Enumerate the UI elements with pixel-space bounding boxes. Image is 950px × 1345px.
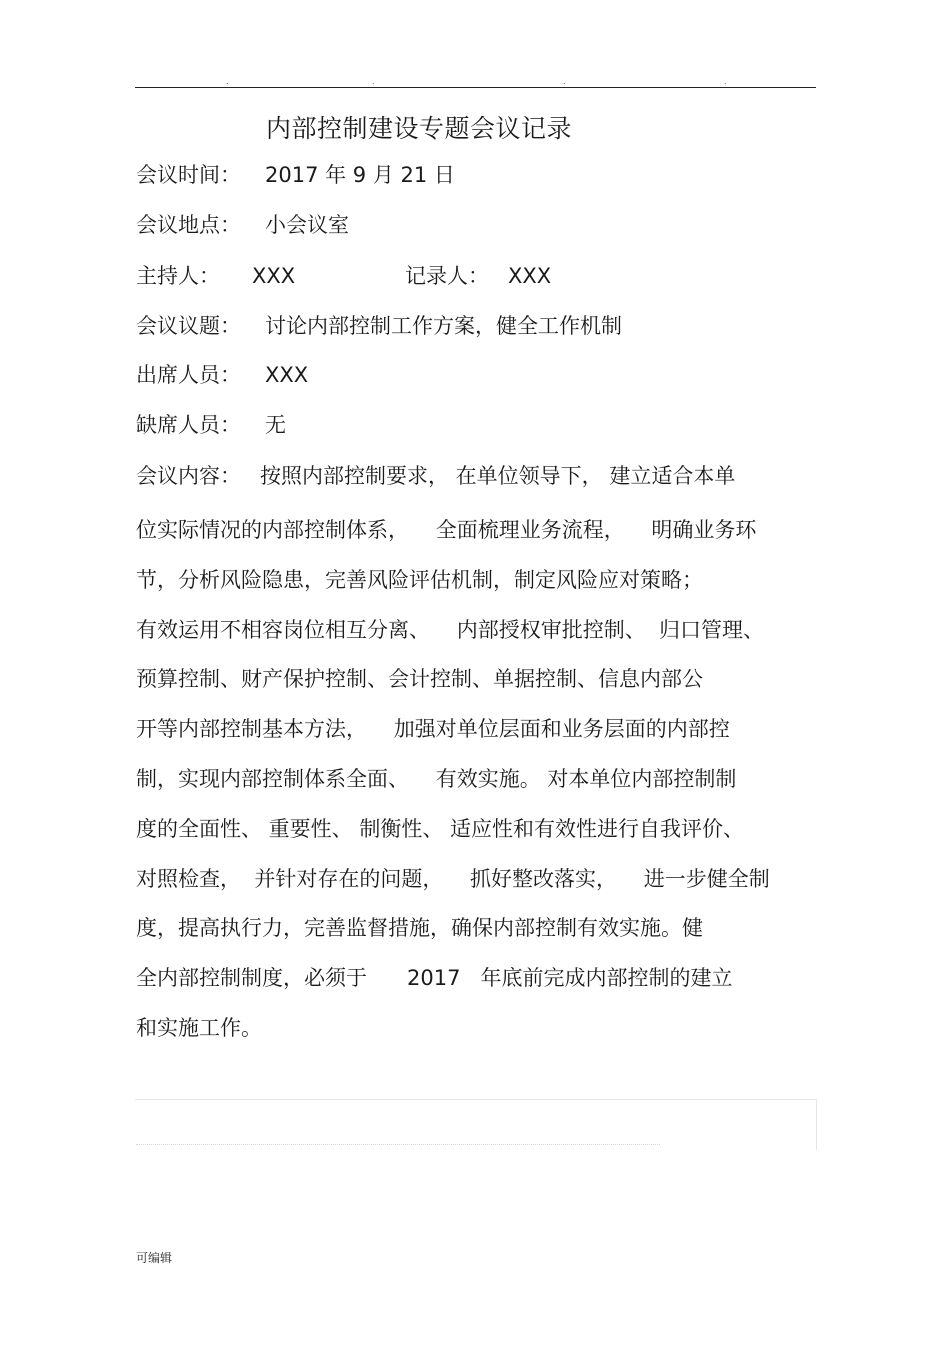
meeting-place-value: 小会议室 <box>265 213 349 237</box>
meeting-place-row <box>136 211 241 239</box>
host-value: XXX <box>252 264 296 288</box>
meeting-time-label: 会议时间： <box>136 163 241 187</box>
absent-value: 无 <box>265 413 286 437</box>
content-label-row <box>136 462 241 490</box>
document-title: 内部控制建设专题会议记录 <box>266 114 573 143</box>
absent-label: 缺席人员： <box>136 413 241 437</box>
header-dot: . <box>724 77 727 86</box>
content-line: 度，提高执行力，完善监督措施，确保内部控制有效实施。健 <box>136 916 703 940</box>
recorder-value: XXX <box>508 264 552 288</box>
footer-frame <box>135 1099 817 1150</box>
header-rule <box>135 87 816 88</box>
content-line: 和实施工作。 <box>136 1016 262 1040</box>
content-label: 会议内容： <box>136 464 241 488</box>
meeting-place-label: 会议地点： <box>136 213 241 237</box>
header-dot: . <box>226 77 229 86</box>
content-line: 节，分析风险隐患，完善风险评估机制，制定风险应对策略； <box>136 568 703 592</box>
content-line: 度的全面性、 重要性、 制衡性、 适应性和有效性进行自我评价、 <box>136 817 745 841</box>
header-dot: . <box>372 77 375 86</box>
content-line: 有效运用不相容岗位相互分离、 内部授权审批控制、 归口管理、 <box>136 618 765 642</box>
content-line: 预算控制、财产保护控制、会计控制、单据控制、信息内部公 <box>136 667 703 691</box>
content-line: 对照检查， 并针对存在的问题， 抓好整改落实， 进一步健全制 <box>136 867 770 891</box>
recorder-label: 记录人： <box>405 264 489 288</box>
attendees-value: XXX <box>265 363 309 387</box>
content-line: 位实际情况的内部控制体系， 全面梳理业务流程， 明确业务环 <box>136 518 757 542</box>
attendees-label: 出席人员： <box>136 363 241 387</box>
editable-note: 可编辑 <box>136 1251 173 1265</box>
content-line: 全内部控制制度，必须于 2017 年底前完成内部控制的建立 <box>136 966 733 990</box>
attendees-row <box>136 361 241 389</box>
footer-dotted-rule <box>136 1144 660 1145</box>
content-line: 制，实现内部控制体系全面、 有效实施。 对本单位内部控制制 <box>136 767 737 791</box>
content-line: 按照内部控制要求， 在单位领导下， 建立适合本单 <box>260 464 736 488</box>
topic-value: 讨论内部控制工作方案，健全工作机制 <box>265 314 622 338</box>
header-dot: . <box>563 77 566 86</box>
topic-label: 会议议题： <box>136 314 241 338</box>
host-label: 主持人： <box>136 264 220 288</box>
meeting-time-row <box>136 161 241 189</box>
content-line: 开等内部控制基本方法， 加强对单位层面和业务层面的内部控 <box>136 717 730 741</box>
host-row <box>136 262 220 290</box>
meeting-time-value: 2017 年 9 月 21 日 <box>265 163 455 187</box>
topic-row <box>136 312 241 340</box>
absent-row <box>136 411 241 439</box>
